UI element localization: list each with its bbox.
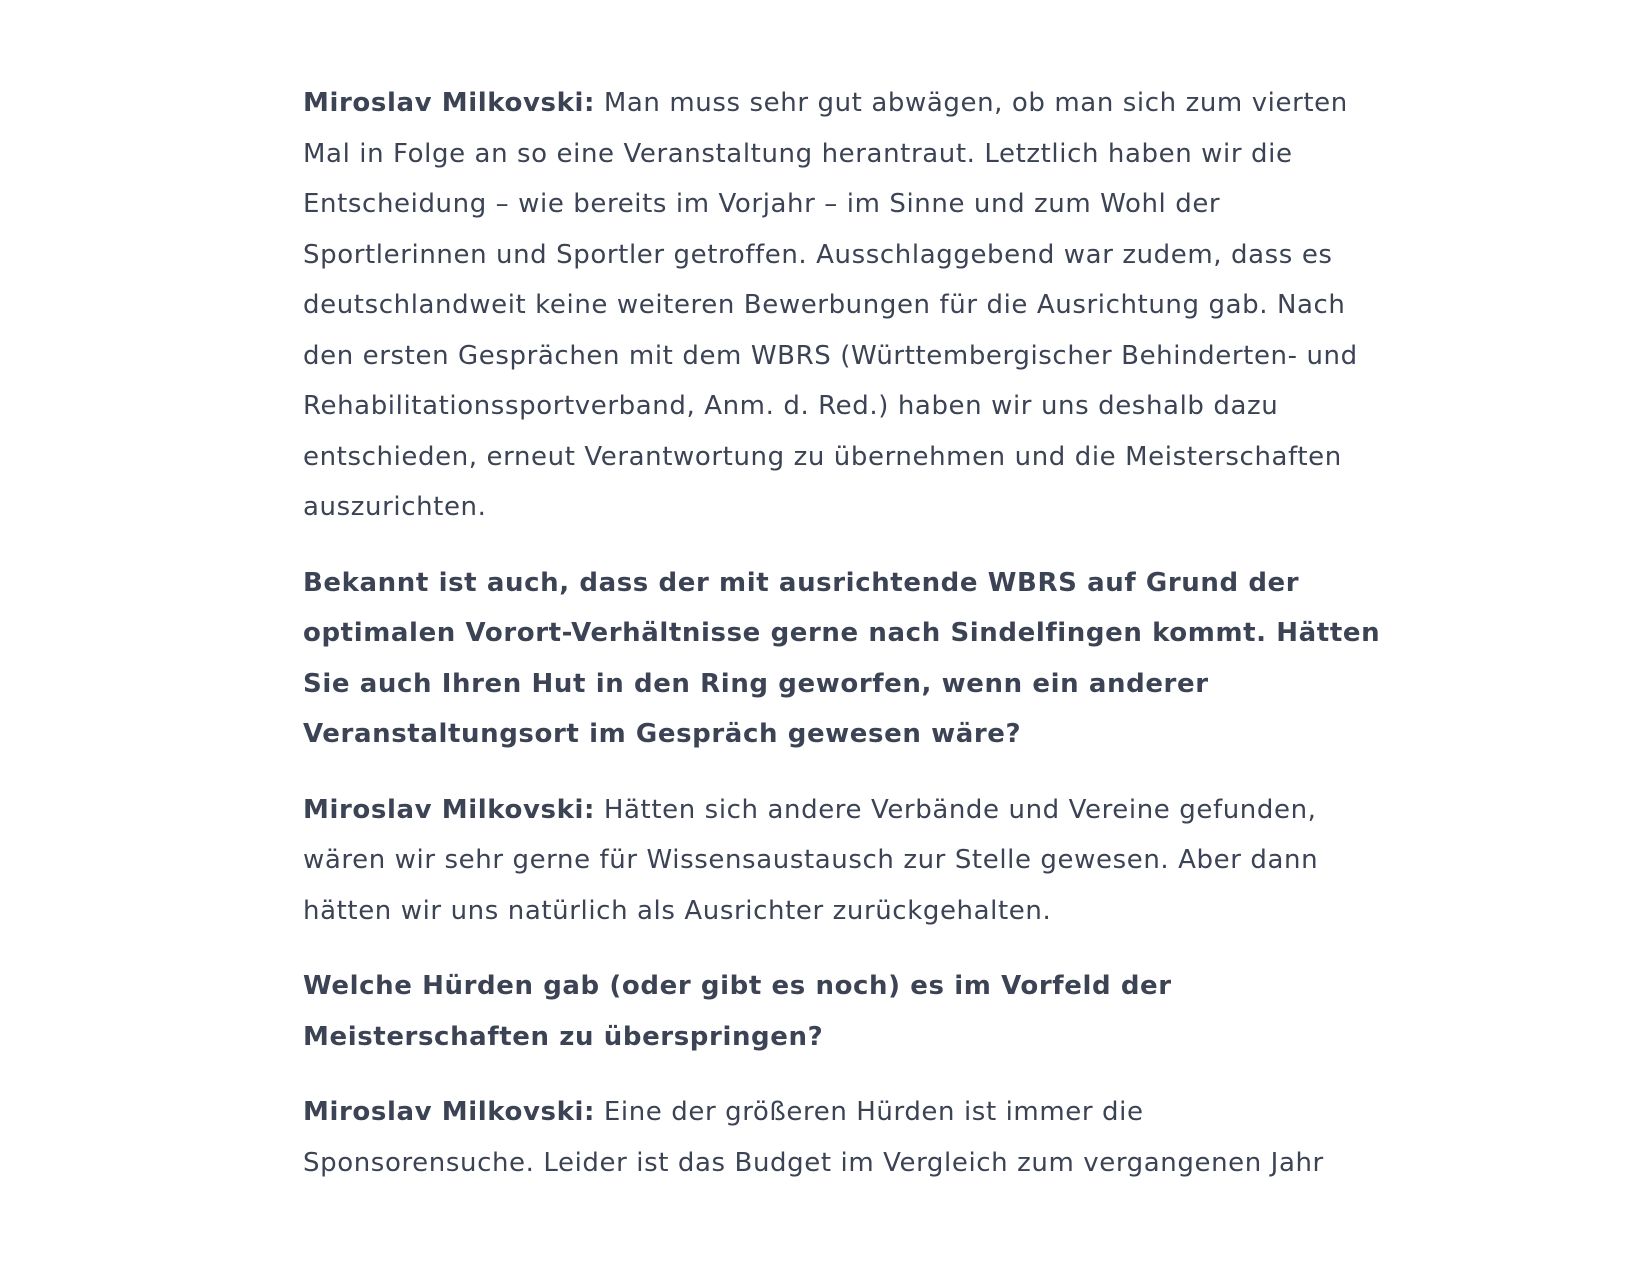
speaker-name: Miroslav Milkovski:: [303, 88, 595, 118]
question-paragraph: [303, 558, 1383, 760]
answer-text: Man muss sehr gut abwägen, ob man sich zum vierten Mal in Folge an so eine Veranstaltung herantraut. Letztlich haben wir die Entscheidung – wie bereits im Vorjahr – im Sinne und zum Wohl der Sportlerinnen und Sportler getroffen. Ausschlaggebend war zudem, dass es deutschlandweit keine weiteren Bewerbungen für die Ausrichtung gab. Nach den ersten Gesprächen mit dem WBRS (Württembergischer Behinderten- und Rehabilitationssportverband, Anm. d. Red.) haben wir uns deshalb dazu entschieden, erneut Verantwortung zu übernehmen und die Meisterschaften auszurichten.: [303, 88, 1358, 522]
question-text: Bekannt ist auch, dass der mit ausrichtende WBRS auf Grund der optimalen Vorort-Verhältnisse gerne nach Sindelfingen kommt. Hätten Sie auch Ihren Hut in den Ring geworfen, wenn ein anderer Veranstaltungsort im Gespräch gewesen wäre?: [303, 567, 1381, 749]
answer-paragraph: [303, 1087, 1383, 1188]
speaker-name: Miroslav Milkovski:: [303, 794, 595, 825]
question-paragraph: [303, 961, 1383, 1062]
speaker-name: Miroslav Milkovski:: [303, 1097, 595, 1127]
question-text: Welche Hürden gab (oder gibt es noch) es im Vorfeld der Meisterschaften zu überspringen?: [303, 971, 1172, 1052]
answer-paragraph: [303, 785, 1383, 937]
answer-text: Hätten sich andere Verbände und Vereine gefunden, wären wir sehr gerne für Wissensaustausch zur Stelle gewesen. Aber dann hätten wir uns natürlich als Ausrichter zurückgehalten.: [303, 794, 1319, 926]
answer-text: Eine der größeren Hürden ist immer die Sponsorensuche. Leider ist das Budget im Vergleich zum vergangenen Jahr: [303, 1097, 1324, 1178]
interview-article: [303, 78, 1383, 1213]
answer-paragraph: [303, 78, 1383, 533]
